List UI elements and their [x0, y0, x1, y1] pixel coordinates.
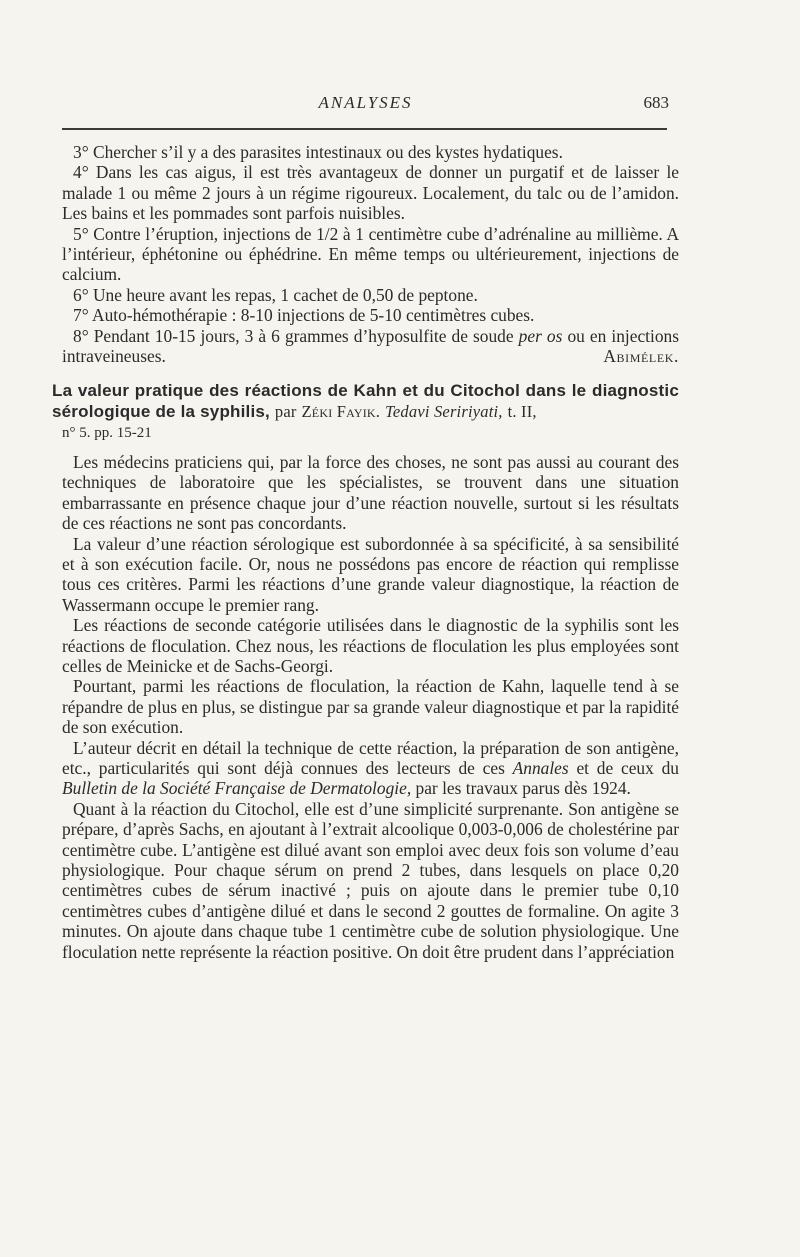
list-item-4: 4° Dans les cas aigus, il est très avantageux de donner un purgatif et de laisser le malade 1 ou même 2 jours à un régime rigoureux. Localement, du talc ou de l’amidon. Les bains et les pommades sont parfois nuisibles.: [62, 162, 679, 224]
article-by: par: [274, 402, 297, 422]
running-head-title: ANALYSES: [318, 93, 413, 112]
journal-annales: Annales: [512, 757, 569, 778]
list-item-7: 7° Auto-hémothérapie : 8-10 injections de 5-10 centimètres cubes.: [73, 305, 535, 326]
journal-bulletin: Bulletin de la Société Française de Dermatologie,: [62, 778, 412, 799]
signature: Abimélek.: [603, 346, 679, 367]
list-item-5: 5° Contre l’éruption, injections de 1/2 à 1 centimètre cube d’adrénaline au millième. A l’intérieur, éphétonine ou éphédrine. En même temps ou ultérieurement, injections de calcium.: [62, 223, 679, 285]
paragraph-3: Les réactions de seconde catégorie utilisées dans le diagnostic de la syphilis sont les réactions de floculation. Chez nous, les réactions de floculation les plus employées sont celles de Meinicke et de Sachs-Georgi.: [62, 615, 679, 676]
page-number: 683: [643, 93, 669, 112]
paragraph-1: Les médecins praticiens qui, par la force des choses, ne sont pas aussi au courant des techniques de laboratoire que les spécialistes, se trouvent dans une situation embarrassante en présence chaque jour d’une réaction nouvelle, surtout si les résultats de ces réactions ne sont pas concordants.: [62, 451, 679, 534]
article-volume: t. II,: [507, 402, 537, 422]
paragraph-5: [62, 738, 679, 799]
paragraph-6: Quant à la réaction du Citochol, elle est d’une simplicité surprenante. Son antigène se prépare, d’après Sachs, en ajoutant à l’extrait alcoolique 0,003-0,006 de cholestérine par centimètre cube. L’antigène est dilué avant son emploi avec deux fois son volume d’eau physiologique. Pour chaque sérum on prend 2 tubes, dans lesquels on place 0,20 centimètres cubes de sérum inactivé ; puis on ajoute dans le premier tube 0,10 centimètres cubes d’antigène dilué et dans le second 2 gouttes de formaline. On agite 3 minutes. On ajoute dans chaque tube 1 centimètre cube de solution physiologique. Une floculation nette représente la réaction positive. On doit être prudent dans l’appréciation: [62, 798, 679, 962]
list-item-8-text-end: ou en injections intraveineuses.: [62, 325, 680, 367]
article-issue: n° 5. pp. 15-21: [62, 425, 152, 442]
article-journal: Tedavi Seririyati,: [385, 402, 503, 422]
list-item-8-italic: per os: [518, 325, 563, 346]
article-heading: [52, 380, 679, 422]
paragraph-5-text: L’auteur décrit en détail la technique de cette réaction, la préparation de son antigène, etc., particularités qui sont déjà connues des lecteurs de ces: [62, 737, 679, 778]
article-title: La valeur pratique des réactions de Kahn et du Citochol dans le diagnostic sérologique de la syphilis,: [52, 381, 679, 422]
list-item-3: 3° Chercher s’il y a des parasites intestinaux ou des kystes hydatiques.: [73, 142, 563, 162]
paragraph-4: Pourtant, parmi les réactions de floculation, la réaction de Kahn, laquelle tend à se répandre de plus en plus, se distingue par sa grande valeur diagnostique et par la rapidité de son exécution.: [62, 676, 679, 738]
article-author: Zéki Fayik.: [301, 402, 381, 422]
list-item-8-text: 8° Pendant 10-15 jours, 3 à 6 grammes d’hyposulfite de soude: [73, 325, 519, 346]
list-item-6: 6° Une heure avant les repas, 1 cachet de 0,50 de peptone.: [73, 284, 478, 305]
paragraph-5-text-mid: et de ceux du: [568, 757, 679, 778]
paragraph-2: La valeur d’une réaction sérologique est subordonnée à sa spécificité, à sa sensibilité et à son exécution facile. Or, nous ne possédons pas encore de réaction qui remplisse tous ces critères. Parmi les réactions d’une grande valeur diagnostique, la réaction de Wassermann occupe le premier rang.: [62, 533, 679, 615]
page-body: [52, 142, 680, 962]
paragraph-5-text-end: par les travaux parus dès 1924.: [411, 778, 631, 799]
list-item-8: [62, 326, 679, 367]
header-rule: [62, 128, 667, 130]
running-head: [62, 93, 669, 117]
